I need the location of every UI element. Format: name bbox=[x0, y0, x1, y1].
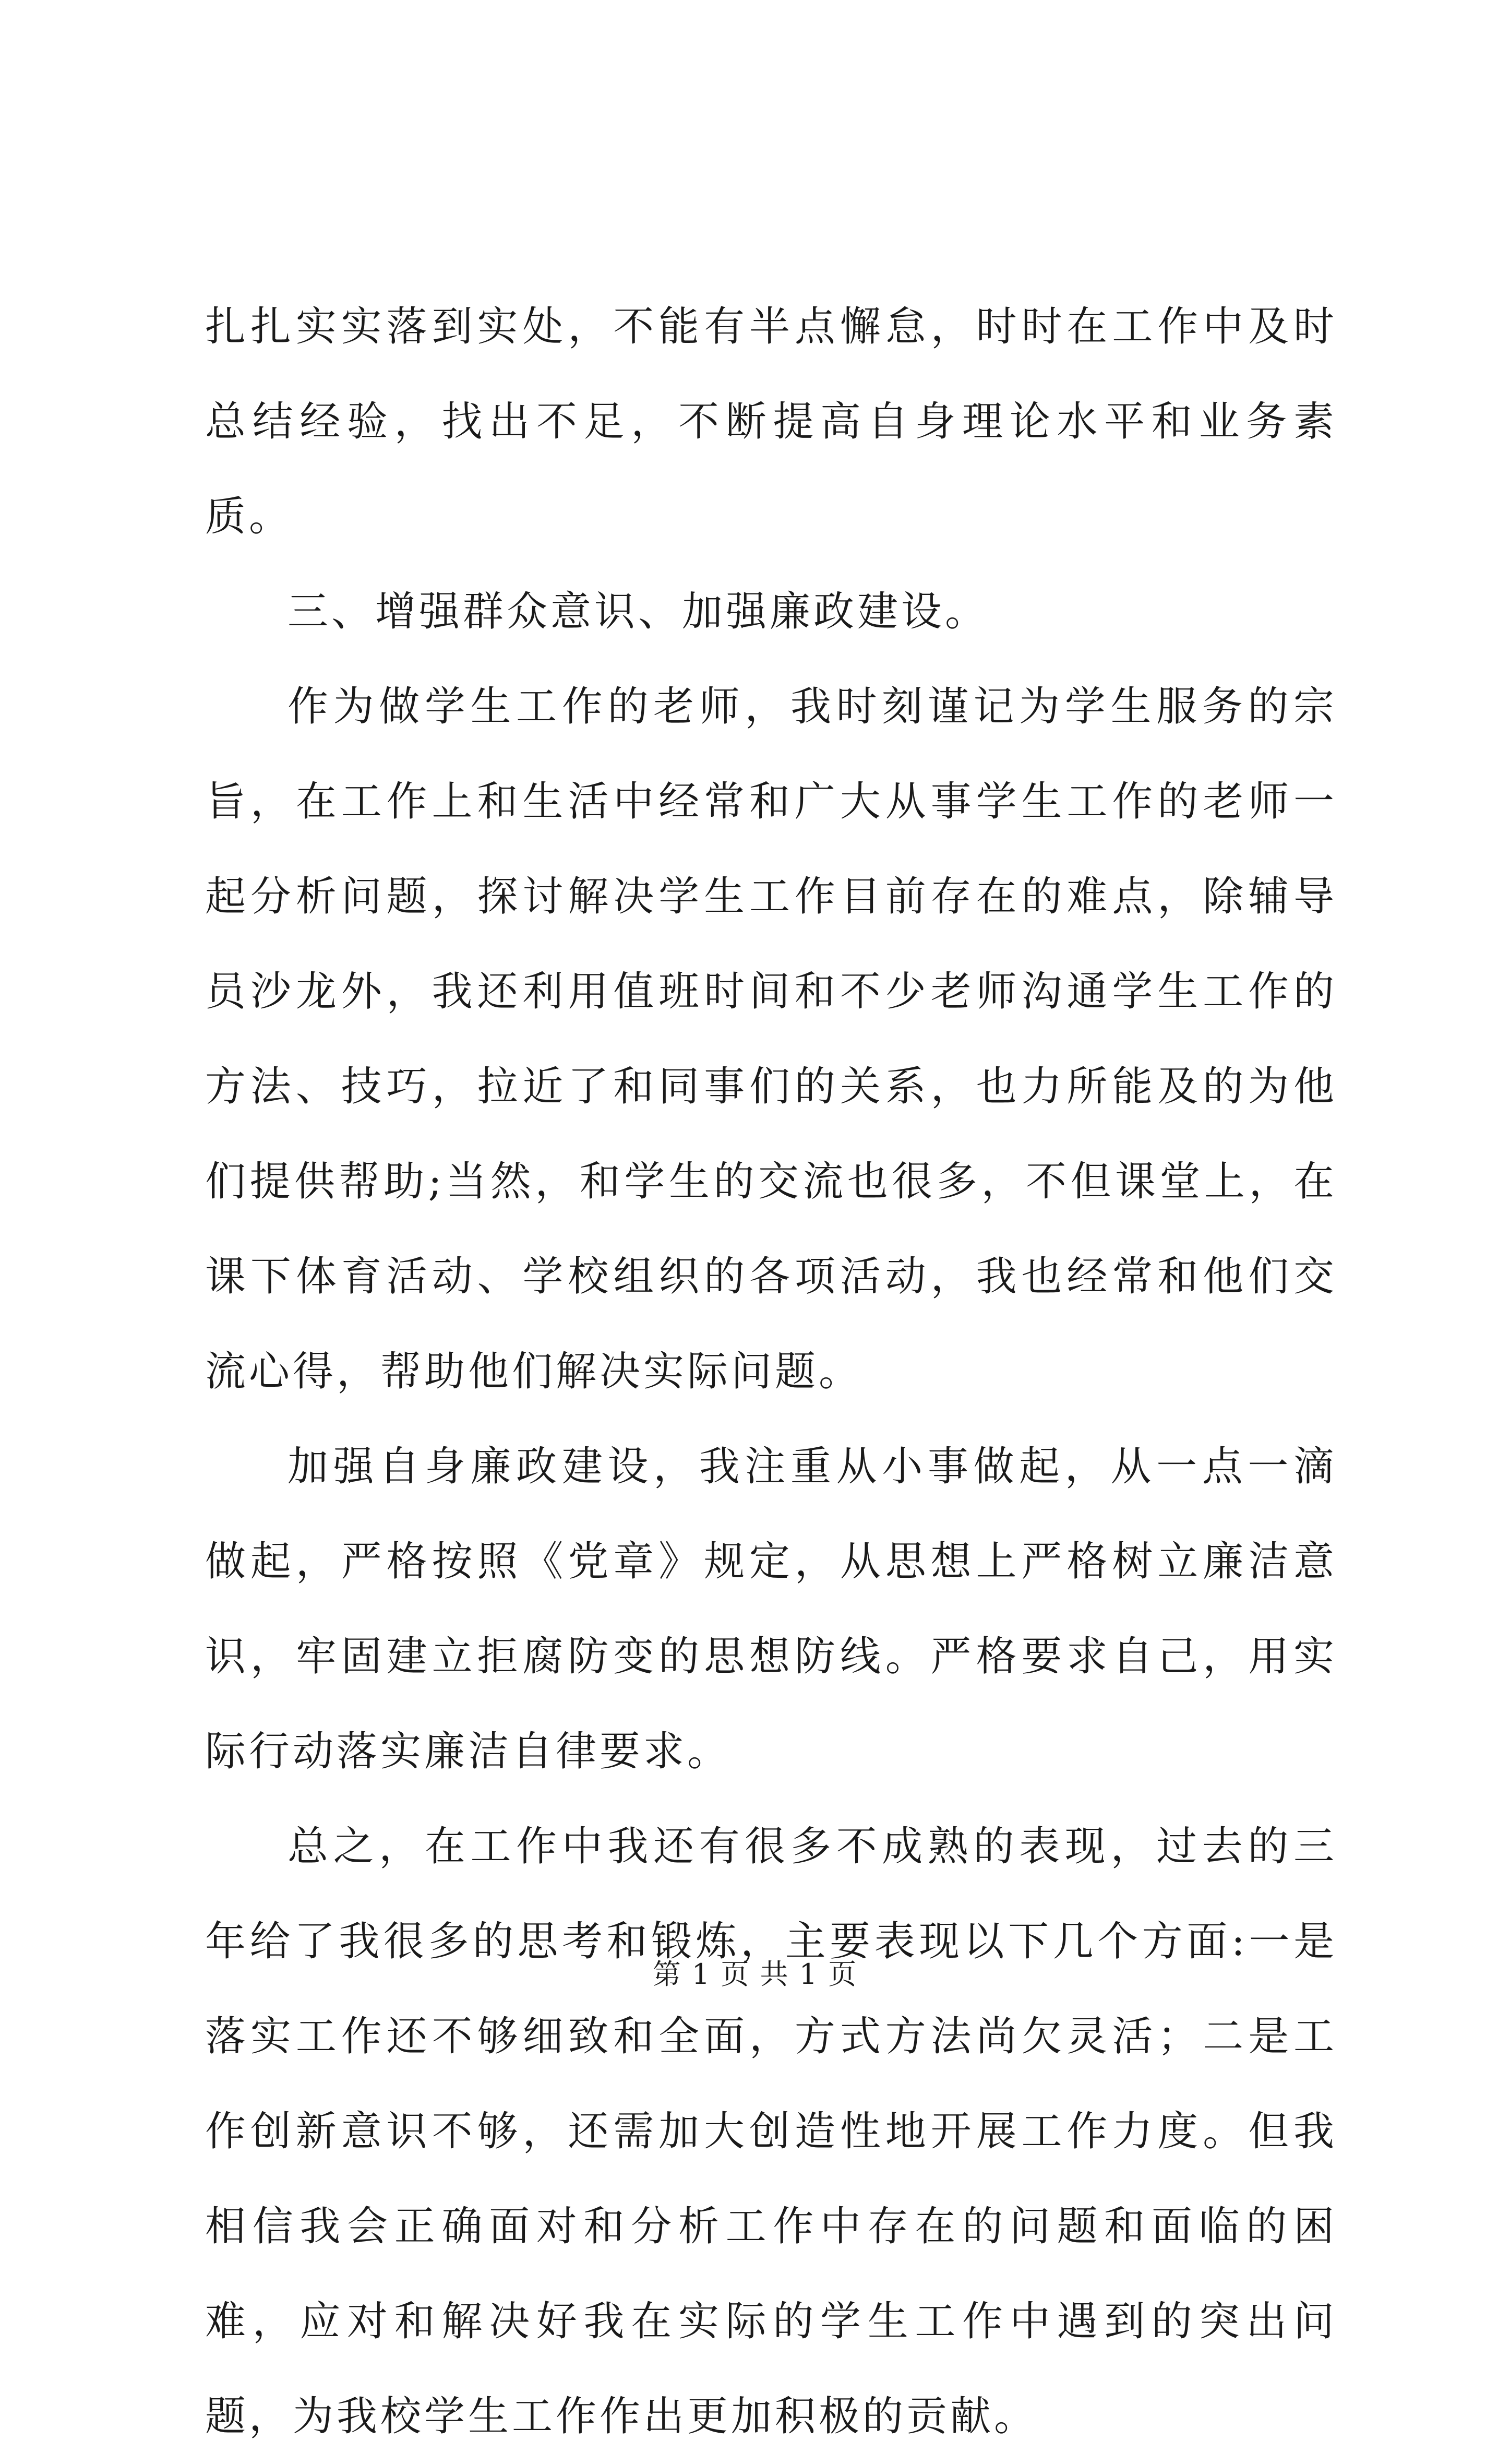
section-heading: 三、增强群众意识、加强廉政建设。 bbox=[287, 588, 989, 635]
paragraph-continuation: 扎扎实实落到实处，不能有半点懈怠，时时在工作中及时总结经验，找出不足，不断提高自身理论水平和业务素质。 bbox=[205, 303, 1337, 540]
paragraph: 加强自身廉政建设，我注重从小事做起，从一点一滴做起，严格按照《党章》规定，从思想上严格树立廉洁意识，牢固建立拒腐防变的思想防线。严格要求自己，用实际行动落实廉洁自律要求。 bbox=[205, 1443, 1337, 1775]
paragraph: 总之，在工作中我还有很多不成熟的表现，过去的三年给了我很多的思考和锻炼，主要表现以下几个方面:一是落实工作还不够细致和全面，方式方法尚欠灵活；二是工作创新意识不够，还需加大创造性地开展工作力度。但我相信我会正确面对和分析工作中存在的问题和面临的困难，应对和解决好我在实际的学生工作中遇到的突出问题，为我校学生工作作出更加积极的贡献。 bbox=[205, 1823, 1337, 2440]
page-footer: 第 1 页 共 1 页 bbox=[652, 1958, 858, 1991]
document-body bbox=[205, 279, 1337, 2464]
paragraph: 作为做学生工作的老师，我时刻谨记为学生服务的宗旨，在工作上和生活中经常和广大从事学生工作的老师一起分析问题，探讨解决学生工作目前存在的难点，除辅导员沙龙外，我还利用值班时间和不少老师沟通学生工作的方法、技巧，拉近了和同事们的关系，也力所能及的为他们提供帮助;当然，和学生的交流也很多，不但课堂上，在课下体育活动、学校组织的各项活动，我也经常和他们交流心得，帮助他们解决实际问题。 bbox=[205, 683, 1337, 1395]
